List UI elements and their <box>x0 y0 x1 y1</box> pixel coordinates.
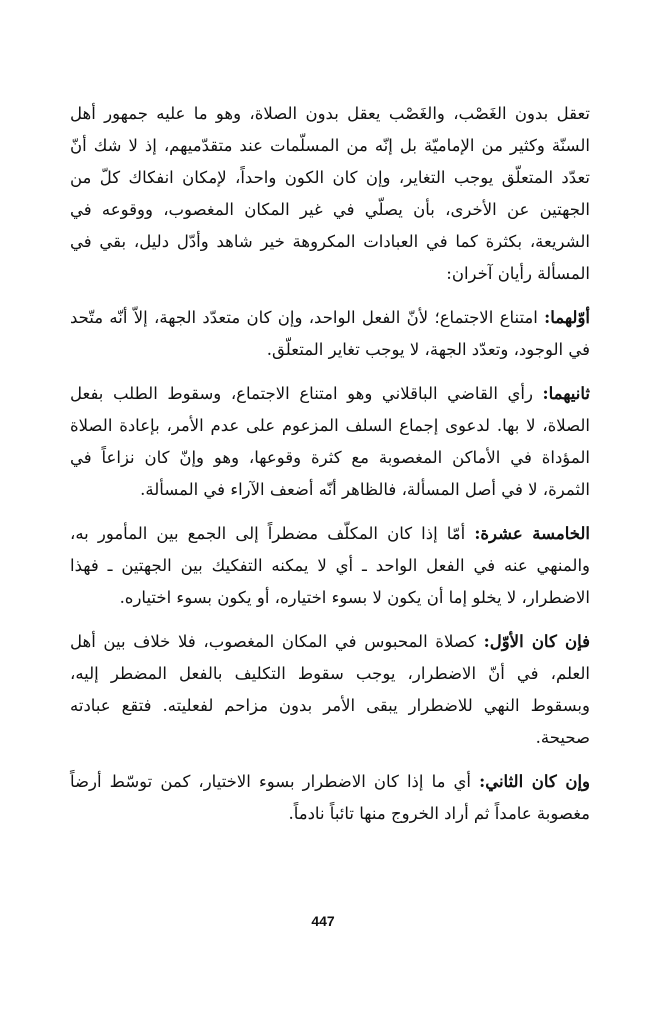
paragraph-1 <box>70 98 590 290</box>
paragraph-4-text: أمّا إذا كان المكلّف مضطراً إلى الجمع بين المأمور به، والمنهي عنه في الفعل الواحد ـ أي لا يمكنه التفكيك بين الجهتين ـ فهذا الاضطرار، لا يخلو إما أن يكون لا بسوء اختياره، أو يكون بسوء اختياره. <box>70 524 590 607</box>
paragraph-5-text: كصلاة المحبوس في المكان المغصوب، فلا خلاف بين أهل العلم، في أنّ الاضطرار، يوجب سقوط التكليف بالفعل المضطر إليه، وبسقوط النهي للاضطرار يبقى الأمر بدون مزاحم لفعليته. فتقع عبادته صحيحة. <box>70 632 590 747</box>
paragraph-2-text: امتناع الاجتماع؛ لأنّ الفعل الواحد، وإن كان متعدّد الجهة، إلاّ أنّه متّحد في الوجود، وتعدّد الجهة، لا يوجب تغاير المتعلّق. <box>70 308 590 359</box>
paragraph-3 <box>70 378 590 506</box>
paragraph-5 <box>70 626 590 754</box>
page-number: 447 <box>311 913 335 929</box>
paragraph-6-lead: وإن كان الثاني: <box>479 772 590 791</box>
paragraph-5-lead: فإن كان الأوّل: <box>483 632 591 651</box>
paragraph-3-lead: ثانيهما: <box>542 384 590 403</box>
paragraph-4-lead: الخامسة عشرة: <box>474 524 590 543</box>
body-text <box>70 98 590 830</box>
paragraph-2-lead: أوّلهما: <box>544 308 590 327</box>
paragraph-4 <box>70 518 590 614</box>
paragraph-2 <box>70 302 590 366</box>
paragraph-3-text: رأي القاضي الباقلاني وهو امتناع الاجتماع، وسقوط الطلب بفعل الصلاة، لا بها. لدعوى إجماع السلف المزعوم على عدم الأمر، بإعادة الصلاة المؤداة في الأماكن المغصوبة مع كثرة وقوعها، وهو وإنّ كان نزاعاً في الثمرة، لا في أصل المسألة، فالظاهر أنّه أضعف الآراء في المسألة. <box>70 384 590 499</box>
paragraph-6-text: أي ما إذا كان الاضطرار بسوء الاختيار، كمن توسّط أرضاً مغصوبة عامداً ثم أراد الخروج منها تائباً نادماً. <box>70 772 590 823</box>
paragraph-1-text: تعقل بدون الغَصْب، والغَصْب يعقل بدون الصلاة، وهو ما عليه جمهور أهل السنّة وكثير من الإماميّة بل إنّه من المسلّمات عند متقدّميهم، إذ لا شك أنّ تعدّد المتعلّق يوجب التغاير، وإن كان الكون واحداً، لإمكان انفكاك كلّ من الجهتين عن الأخرى، بأن يصلّي في غير المكان المغصوب، ووقوعه في الشريعة، بكثرة كما في العبادات المكروهة خير شاهد وأدّل دليل، بقي في المسألة رأيان آخران: <box>70 104 590 283</box>
paragraph-6 <box>70 766 590 830</box>
